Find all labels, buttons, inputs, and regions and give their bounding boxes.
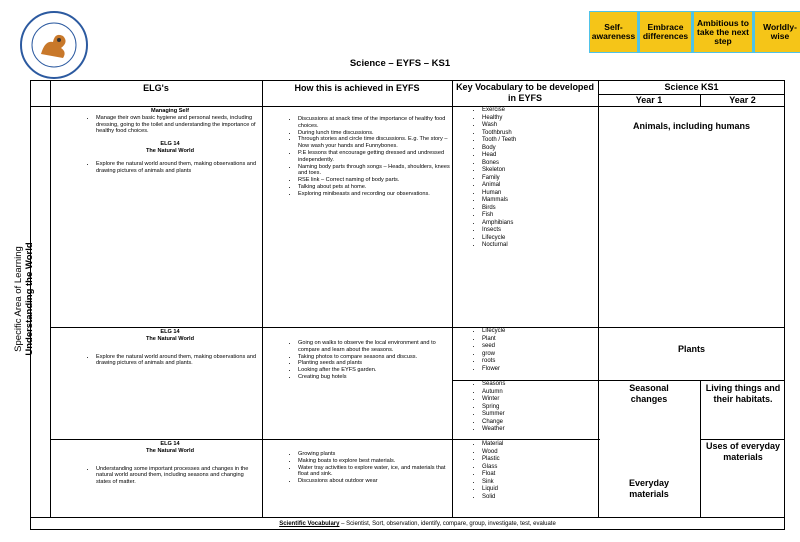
vocab-item: • Exercise <box>482 107 596 115</box>
vocab-item: • Summer <box>482 411 596 419</box>
vocab-item: • Healthy <box>482 115 596 123</box>
value-self-awareness: Self-awareness <box>590 12 637 52</box>
value-ambitious: Ambitious to take the next step <box>694 12 752 52</box>
col4-line <box>598 80 599 517</box>
row3-how-item: • Discussions about outdoor wear <box>298 478 450 485</box>
col2-line <box>262 80 263 517</box>
vocab-item: • Lifecycle <box>482 328 596 336</box>
row2-how-item: • Creating bug hotels <box>298 374 450 381</box>
vocab-item: • Glass <box>482 464 596 472</box>
value-embrace-differences: Embrace differences <box>640 12 691 52</box>
row2-how-item: • Going on walks to observe the local environment and to compare and learn about the seasons. <box>298 340 450 354</box>
row2-how-item: • Looking after the EYFS garden. <box>298 367 450 374</box>
vocab-item: • Spring <box>482 404 596 412</box>
row3-natural-world: The Natural World <box>145 447 195 454</box>
ks1-animals: Animals, including humans <box>632 121 750 131</box>
footer-text: – Scientist, Sort, observation, identify, compare, group, investigate, test, evaluate <box>339 521 556 527</box>
vocab-item: • Mammals <box>482 197 596 205</box>
row3-how <box>282 451 450 485</box>
vocab-item: • Wood <box>482 449 596 457</box>
row1-elg-item2: • Explore the natural world around them, making observations and drawing pictures of animals and plants <box>96 161 260 175</box>
header-year2: Year 2 <box>729 95 756 105</box>
vocab-item: • Head <box>482 152 596 160</box>
ks1-plants: Plants <box>677 344 705 354</box>
vocab-item: • Flower <box>482 366 596 374</box>
row1-how-item: • During lunch time discussions. <box>298 130 450 137</box>
row1-how-item: • Naming body parts through songs – Heads, shoulders, knees and toes. <box>298 164 450 178</box>
vocab-item: • Wash <box>482 122 596 130</box>
row1-elg-item: • Manage their own basic hygiene and personal needs, including dressing, going to the toilet and understanding the importance of healthy food choices. <box>96 115 260 135</box>
row1-how-item: • Through stories and circle time discussions. E.g. The story – Now wash your hands and Funnybones. <box>298 136 450 150</box>
header-elg: ELG's <box>143 83 169 93</box>
row1-how-item: • Discussions at snack time of the importance of healthy food choices. <box>298 116 450 130</box>
vocab-item: • Nocturnal <box>482 242 596 250</box>
row3-how-item: • Water tray activities to explore water, ice, and materials that float and sink. <box>298 465 450 479</box>
vocab-item: • Winter <box>482 396 596 404</box>
row2-vocab-plants <box>460 328 596 373</box>
page-title: Science – EYFS – KS1 <box>349 58 451 69</box>
row3-elg <box>80 441 260 486</box>
row2-elg-item: • Explore the natural world around them, making observations and drawing pictures of animals and plants. <box>96 354 260 368</box>
values-row <box>590 12 800 52</box>
vocab-item: • Material <box>482 441 596 449</box>
value-worldly-wise: Worldly-wise <box>755 12 800 52</box>
row3-elg14: ELG 14 <box>160 441 180 447</box>
col3-line <box>452 80 453 517</box>
vocab-item: • Solid <box>482 494 596 502</box>
footer-label: Scientific Vocabulary <box>279 521 340 527</box>
ks1-uses-materials: Uses of everyday materials <box>705 441 781 462</box>
row2-how-item: • Taking photos to compare seasons and discuss. <box>298 354 450 361</box>
vocab-item: • Insects <box>482 227 596 235</box>
row1-divider <box>50 327 785 328</box>
row2-divider <box>50 439 600 440</box>
vocab-item: • Seasons <box>482 381 596 389</box>
row3-how-item: • Growing plants <box>298 451 450 458</box>
vocab-item: • Weather <box>482 426 596 434</box>
vocab-item: • Plant <box>482 336 596 344</box>
vocab-item: • Animal <box>482 182 596 190</box>
vocab-item: • seed <box>482 343 596 351</box>
row1-vocab <box>460 107 596 250</box>
row1-how <box>282 116 450 198</box>
row1-managing-self: Managing Self <box>151 108 189 114</box>
row3-vocab <box>460 441 596 501</box>
vocab-item: • Human <box>482 190 596 198</box>
vocab-item: • grow <box>482 351 596 359</box>
vocab-item: • Skeleton <box>482 167 596 175</box>
ks1-seasonal-changes: Seasonal changes <box>629 383 669 404</box>
row2-natural-world: The Natural World <box>145 335 195 342</box>
vocab-item: • Change <box>482 419 596 427</box>
vocab-item: • Sink <box>482 479 596 487</box>
row3-elg-item: • Understanding some important processes and changes in the natural world around them, including seasons and changing states of matter. <box>96 466 260 486</box>
side-line2: Understanding the World <box>24 242 35 356</box>
vocab-item: • Toothbrush <box>482 130 596 138</box>
row2-how <box>282 340 450 381</box>
row2-elg14: ELG 14 <box>160 329 180 335</box>
year2-divider <box>700 439 785 440</box>
vocab-item: • Amphibians <box>482 220 596 228</box>
seasonal-divider <box>700 380 701 517</box>
vocab-item: • Float <box>482 471 596 479</box>
header-divider <box>30 106 785 107</box>
vocab-item: • Tooth / Teeth <box>482 137 596 145</box>
row1-how-item: • Exploring minibeasts and recording our observations. <box>298 191 450 198</box>
row1-elg14: ELG 14 <box>160 141 180 148</box>
ks1-everyday-materials: Everyday materials <box>628 478 670 499</box>
vocab-item: • Family <box>482 175 596 183</box>
header-how: How this is achieved in EYFS <box>294 83 420 93</box>
vocab-item: • Birds <box>482 205 596 213</box>
row2-how-item: • Planting seeds and plants <box>298 360 450 367</box>
school-logo <box>19 10 89 80</box>
ks1-living-things: Living things and their habitats. <box>705 383 781 404</box>
row1-elg <box>80 108 260 174</box>
vocab-item: • Liquid <box>482 486 596 494</box>
row3-how-item: • Making boats to explore best materials. <box>298 458 450 465</box>
side-column-line <box>50 80 51 517</box>
vocab-item: • Bones <box>482 160 596 168</box>
header-year1: Year 1 <box>635 95 663 105</box>
vocab-item: • Fish <box>482 212 596 220</box>
row1-how-item: • RSE link – Correct naming of body parts. <box>298 177 450 184</box>
row2-elg <box>80 329 260 367</box>
header-science: Science KS1 <box>664 82 719 92</box>
header-vocab: Key Vocabulary to be developed in EYFS <box>456 82 594 103</box>
vocab-item: • Lifecycle <box>482 235 596 243</box>
vocab-item: • Plastic <box>482 456 596 464</box>
vocab-item: • roots <box>482 358 596 366</box>
vocab-item: • Autumn <box>482 389 596 397</box>
row1-how-item: • Talking about pets at home. <box>298 184 450 191</box>
side-line1: Specific Area of Learning <box>13 246 24 352</box>
row1-how-item: • P.E lessons that encourage getting dressed and undressed independently. <box>298 150 450 164</box>
row2-vocab-seasons <box>460 381 596 434</box>
row1-natural-world: The Natural World <box>145 147 195 154</box>
footer-vocabulary <box>50 518 785 530</box>
vocab-item: • Body <box>482 145 596 153</box>
